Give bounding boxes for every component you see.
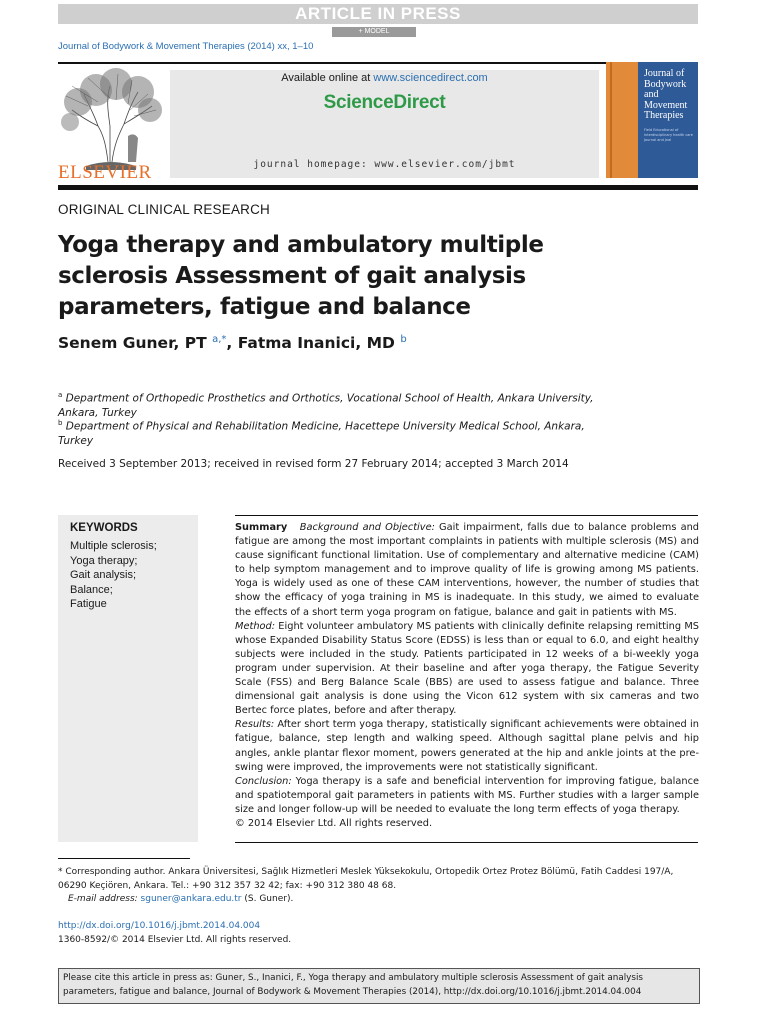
author-list: Senem Guner, PT $^{a,*}$, Fatma Inanici, MD $^b$ bbox=[58, 334, 407, 353]
abstract-top-rule bbox=[235, 515, 698, 516]
footnote-rule bbox=[58, 858, 190, 859]
availability-prefix: Available online at bbox=[281, 72, 374, 84]
affiliation-mark: b bbox=[58, 419, 63, 427]
method-text: Eight volunteer ambulatory MS patients with clinically definite relapsing remitting MS whose Expanded Disability Status Score (EDSS) is less than or equal to 6.0, and eight healthy subjects were included in the study. Patients participated in 12 weeks of a bi-weekly yoga program under supervision. At their baseline and after yoga therapy, the Fatigue Severity Scale (FSS) and Berg Balance Scale (BBS) are used to assess fatigue and balance. Three dimensional gait analysis is done using the Vicon 612 system with six cameras and two Bertec force plates, before and after therapy. bbox=[235, 620, 699, 717]
affiliation-text: Department of Physical and Rehabilitation Medicine, Hacettepe University Medical School, Ankara, Turkey bbox=[58, 420, 585, 447]
author-affiliation-mark[interactable]: b bbox=[400, 334, 407, 345]
corresponding-author-note bbox=[58, 866, 703, 907]
keyword-item: Multiple sclerosis; bbox=[70, 540, 157, 552]
citation-box: Please cite this article in press as: Guner, S., Inanici, F., Yoga therapy and ambulatory multiple sclerosis Assessment of gait analysis parameters, fatigue and balance, Journal of Bodywork & Movement Therapies (2014), http://dx.doi.org/10.1016/j.jbmt.2014.04.004 bbox=[58, 968, 700, 1004]
keyword-item: Fatigue bbox=[70, 598, 107, 610]
affiliation-a bbox=[58, 388, 618, 420]
header-top-rule bbox=[58, 62, 698, 64]
article-title: Yoga therapy and ambulatory multiple sclerosis Assessment of gait analysis parameters, fatigue and balance bbox=[58, 232, 544, 320]
abstract-bottom-rule bbox=[235, 842, 698, 843]
conclusion-text: Yoga therapy is a safe and beneficial intervention for improving fatigue, balance and spatiotemporal gait parameters in patients with MS. Further studies with a larger sample size and longer follow-up will be needed to evaluate the long term effects of yoga therapy. bbox=[235, 775, 699, 815]
publisher-wordmark: ELSEVIER bbox=[58, 162, 152, 183]
keyword-item: Balance; bbox=[70, 583, 113, 596]
journal-homepage[interactable]: journal homepage: www.elsevier.com/jbmt bbox=[253, 159, 516, 170]
journal-reference[interactable]: Journal of Bodywork & Movement Therapies (2014) xx, 1–10 bbox=[58, 41, 314, 52]
doi-link[interactable]: http://dx.doi.org/10.1016/j.jbmt.2014.04.004 bbox=[58, 921, 261, 931]
email-link[interactable]: sguner@ankara.edu.tr bbox=[140, 894, 242, 904]
affiliation-b bbox=[58, 416, 618, 448]
cover-strip-line bbox=[610, 62, 612, 178]
sciencedirect-logo[interactable]: ScienceDirect bbox=[323, 92, 446, 113]
cover-title: Journal of Bodywork and Movement Therapies bbox=[644, 68, 688, 121]
results-text: After short term yoga therapy, statistically significant achievements were obtained in fatigue, balance, step length and walking speed. Although sagittal plane pelvis and hip angles, ankle plantar flexor moment, powers generated at the hip and ankle joints at the pre-swing were improved, the improvements were not statistically significant. bbox=[235, 719, 699, 773]
keywords-heading: KEYWORDS bbox=[70, 522, 138, 534]
sciencedirect-link[interactable]: www.sciencedirect.com bbox=[373, 72, 488, 84]
background-text: Gait impairment, falls due to balance problems and fatigue are among the most important complaints in patients with multiple sclerosis (MS) and cause significant functional limitation. Use of complementary and alternative medicine (CAM) to help symptom management and to improve quality of life is growing among MS patients. Yoga is widely used as one of these CAM interventions, however, the number of studies that show the efficacy of yoga training in MS is inadequate. In this study, we aimed to evaluate the effects of a short term yoga program on fatigue, balance and gait in patients with MS. bbox=[235, 522, 700, 618]
article-in-press-banner: ARTICLE IN PRESS bbox=[58, 4, 698, 24]
author-affiliation-mark[interactable]: a,* bbox=[212, 334, 227, 345]
keyword-item: Yoga therapy; bbox=[70, 554, 138, 567]
email-suffix: (S. Guner). bbox=[241, 894, 294, 904]
article-category: ORIGINAL CLINICAL RESEARCH bbox=[58, 202, 270, 217]
summary-label: Summary bbox=[235, 522, 288, 533]
author-name: Senem Guner, PT bbox=[58, 334, 207, 353]
background-label: Background and Objective: bbox=[299, 522, 435, 533]
email-label: E-mail address: bbox=[68, 894, 138, 904]
method-label: Method: bbox=[235, 620, 276, 632]
email-line bbox=[58, 893, 703, 907]
keywords-list bbox=[70, 539, 157, 612]
cover-subtitle: Field Educational of interdisciplinary health care Journal and Jnal bbox=[644, 128, 693, 142]
results-label: Results: bbox=[235, 719, 275, 731]
received-dates: Received 3 September 2013; received in revised form 27 February 2014; accepted 3 March 2014 bbox=[58, 458, 569, 470]
abstract-copyright: © 2014 Elsevier Ltd. All rights reserved. bbox=[235, 817, 433, 829]
issn-line: 1360-8592/© 2014 Elsevier Ltd. All rights reserved. bbox=[58, 935, 292, 945]
affiliation-text: Department of Orthopedic Prosthetics and Orthotics, Vocational School of Health, Ankara University, Ankara, Turkey bbox=[58, 392, 594, 419]
keyword-item: Gait analysis; bbox=[70, 569, 137, 581]
author-name: Fatma Inanici, MD bbox=[237, 334, 395, 353]
affiliation-mark: a bbox=[58, 391, 63, 399]
header-bottom-rule bbox=[58, 185, 698, 190]
conclusion-label: Conclusion: bbox=[235, 775, 292, 787]
model-tag: + MODEL bbox=[332, 27, 416, 37]
availability-line bbox=[170, 72, 599, 84]
corresponding-address: * Corresponding author. Ankara Üniversitesi, Sağlık Hizmetleri Meslek Yüksekokulu, Ortopedik Ortez Protez Bölümü, Fatih Caddesi 197/A, 06290 Keçiören, Ankara. Tel.: +90 312 357 32 42; fax: +90 312 380 48 68. bbox=[58, 867, 674, 891]
abstract bbox=[235, 521, 699, 831]
